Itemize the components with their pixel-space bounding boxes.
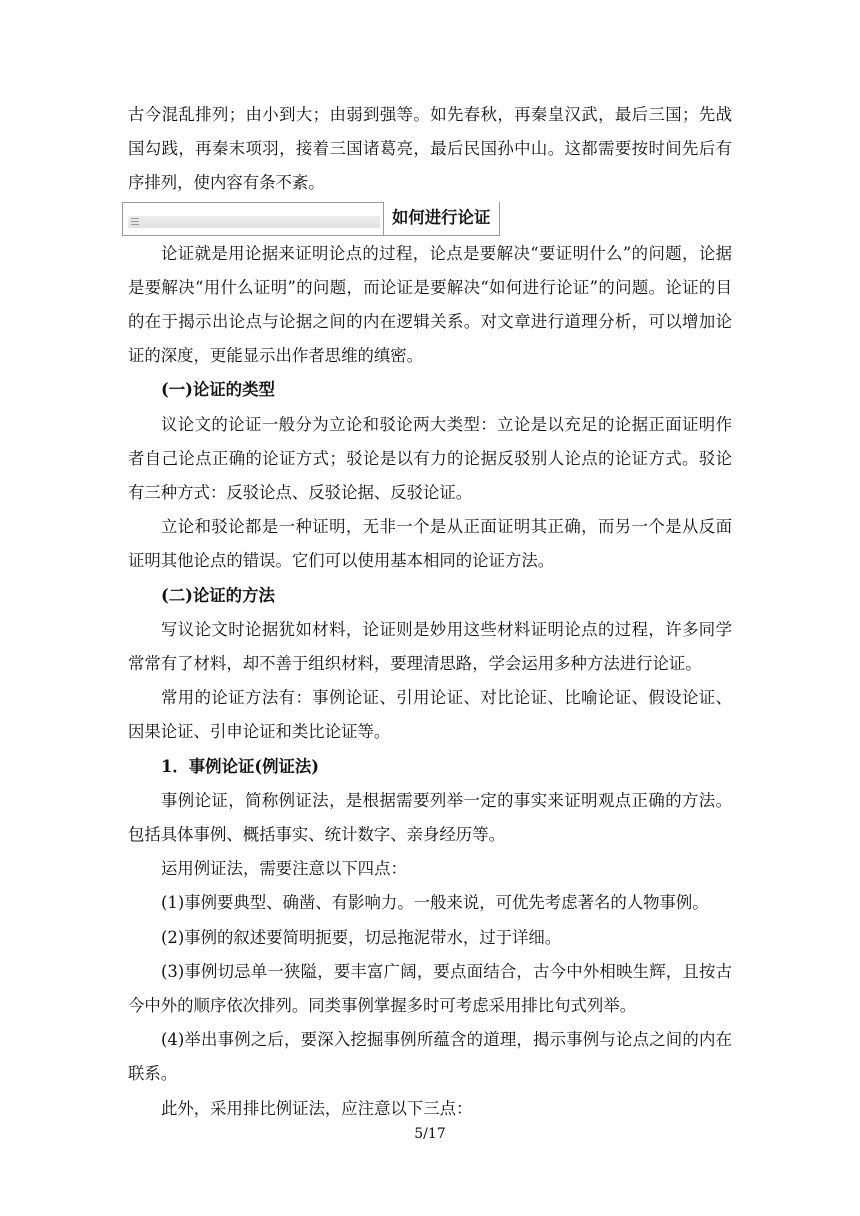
paragraph: 写议论文时论据犹如材料，论证则是妙用这些材料证明论点的过程，许多同学常常有了材料，却不善于组织材料，要理清思路，学会运用多种方法进行论证。 [128, 619, 732, 674]
paragraph: 此外，采用排比例证法，应注意以下三点： [161, 1098, 473, 1118]
section-header [122, 201, 738, 237]
paragraph-continued: 古今混乱排列；由小到大；由弱到强等。如先春秋，再秦皇汉武，最后三国；先战国勾践，再秦末项羽，接着三国诸葛亮，最后民国孙中山。这都需要按时间先后有序排列，使内容有条不紊。 [128, 105, 732, 193]
paragraph: 论证就是用论据来证明论点的过程，论点是要解决“要证明什么”的问题，论据是要解决“用什么证明”的问题，而论证是要解决“如何进行论证”的问题。论证的目的在于揭示出论点与论据之间的内在逻辑关系。对文章进行道理分析，可以增加论证的深度，更能显示出作者思维的缜密。 [128, 243, 732, 366]
paragraph: 立论和驳论都是一种证明，无非一个是从正面证明其正确，而另一个是从反面证明其他论点的错误。它们可以使用基本相同的论证方法。 [128, 517, 732, 571]
paragraph: 议论文的论证一般分为立论和驳论两大类型：立论是以充足的论据正面证明作者自己论点正确的论证方式；驳论是以有力的论据反驳别人论点的论证方式。驳论有三种方式：反驳论点、反驳论据、反驳论证。 [128, 414, 732, 503]
section-header-bar-box [122, 202, 384, 236]
page-content [128, 98, 732, 1126]
list-item: (1)事例要典型、确凿、有影响力。一般来说，可优先考虑著名的人物事例。 [161, 893, 709, 913]
list-item: (2)事例的叙述要简明扼要，切忌拖泥带水，过于详细。 [161, 927, 562, 947]
list-item: (3)事例切忌单一狭隘，要丰富广阔，要点面结合，古今中外相映生辉，且按古今中外的顺序依次排列。同类事例掌握多时可考虑采用排比句式列举。 [128, 961, 732, 1016]
subheading: 1．事例论证(例证法) [161, 756, 320, 776]
paragraph: 事例论证，简称例证法，是根据需要列举一定的事实来证明观点正确的方法。包括具体事例、概括事实、统计数字、亲身经历等。 [128, 790, 732, 845]
subheading: (一)论证的类型 [161, 380, 275, 400]
paragraph: 运用例证法，需要注意以下四点： [161, 859, 407, 879]
subheading: (二)论证的方法 [161, 585, 275, 605]
paragraph: 常用的论证方法有：事例论证、引用论证、对比论证、比喻论证、假设论证、因果论证、引申论证和类比论证等。 [128, 688, 732, 742]
section-header-bar [128, 216, 380, 228]
menu-lines-icon [131, 218, 139, 226]
page-number: 5/17 [414, 1126, 446, 1142]
section-title: 如何进行论证 [384, 202, 500, 236]
list-item: (4)举出事例之后，要深入挖掘事例所蕴含的道理，揭示事例与论点之间的内在联系。 [128, 1030, 732, 1084]
